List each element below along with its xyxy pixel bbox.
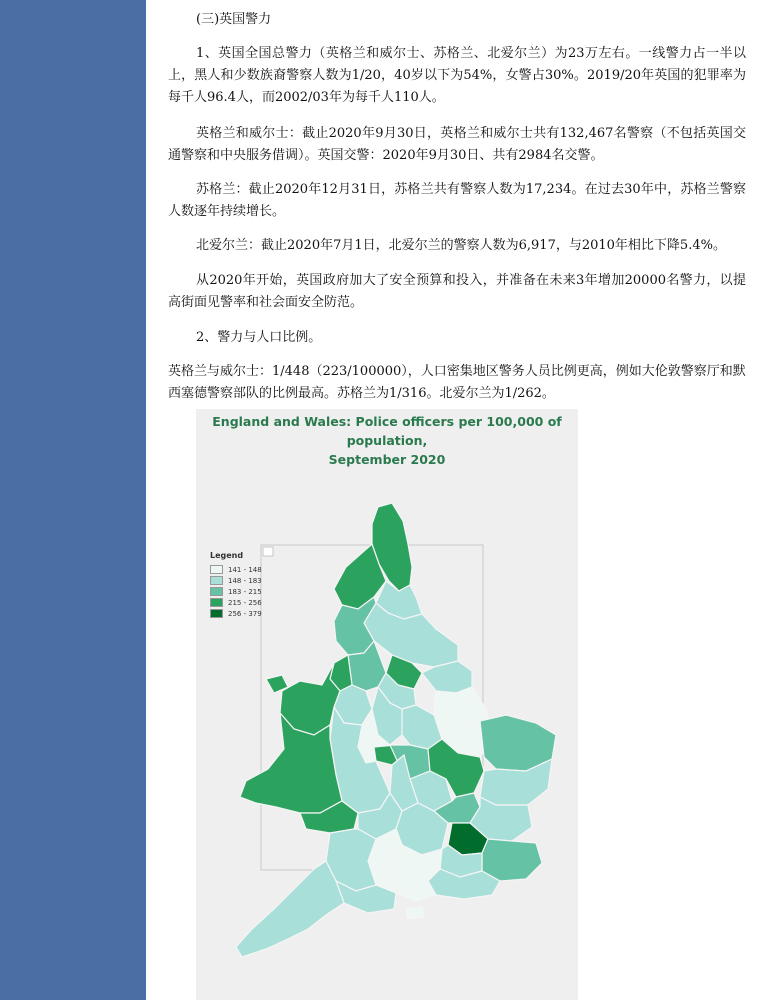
legend-title: Legend — [210, 551, 244, 560]
legend-swatch — [210, 565, 223, 574]
paragraph-total-police: 1、英国全国总警力（英格兰和威尔士、苏格兰、北爱尔兰）为23万左右。一线警力占一半以上，黑人和少数族裔警察人数为1/20，40岁以下为54%，女警占30%。2019/20年英国的犯罪率为每千人96.4人，而2002/03年为每千人110人。 — [168, 46, 746, 105]
legend-item — [210, 608, 264, 619]
figure-title-line-2: September 2020 — [328, 452, 446, 467]
region-dyfed-powys — [240, 713, 342, 813]
legend-item — [210, 575, 264, 586]
legend-label: 183 - 215 — [228, 587, 262, 596]
paragraph-england-wales: 英格兰和威尔士：截止2020年9月30日，英格兰和威尔士共有132,467名警察（不包括英国交通警察和中央服务借调）。英国交警：2020年9月30日、共有2984名交警。 — [168, 126, 746, 163]
region-isle-of-wight — [406, 907, 424, 919]
broken-image-icon — [263, 547, 273, 556]
legend-swatch — [210, 576, 223, 585]
legend-item — [210, 597, 264, 608]
legend-label: 215 - 256 — [228, 598, 262, 607]
paragraph-budget: 从2020年开始，英国政府加大了安全预算和投入，并准备在未来3年增加20000名警力，以提高街面见警率和社会面安全防范。 — [168, 273, 746, 310]
legend-item — [210, 564, 264, 575]
legend-item — [210, 586, 264, 597]
england-wales-choropleth-map — [196, 409, 578, 1000]
legend-swatch — [210, 609, 223, 618]
figure-title-line-1: England and Wales: Police officers per 100,000 of population, — [212, 414, 562, 448]
figure-title — [196, 409, 578, 469]
police-map-figure — [196, 409, 578, 1000]
region-hampshire — [392, 845, 442, 901]
legend-label: 148 - 183 — [228, 576, 262, 585]
left-sidebar-band — [0, 0, 146, 1000]
legend-swatch — [210, 587, 223, 596]
paragraph-northern-ireland: 北爱尔兰：截止2020年7月1日，北爱尔兰的警察人数为6,917，与2010年相比下降5.4%。 — [196, 238, 726, 253]
map-legend — [210, 551, 264, 619]
legend-label: 256 - 379 — [228, 609, 262, 618]
paragraph-ratio: 英格兰与威尔士：1/448（223/100000），人口密集地区警务人员比例更高，例如大伦敦警察厅和默西塞德警察部队的比例最高。苏格兰为1/316。北爱尔兰为1/262。 — [168, 364, 746, 401]
legend-swatch — [210, 598, 223, 607]
region-kent — [482, 839, 542, 881]
section-heading: (三)英国警力 — [196, 12, 272, 27]
paragraph-scotland: 苏格兰：截止2020年12月31日，苏格兰共有警察人数为17,234。在过去30年中，苏格兰警察人数逐年持续增长。 — [168, 182, 746, 219]
region-devon-cornwall — [236, 861, 344, 957]
legend-label: 141 - 148 — [228, 565, 262, 574]
subheading-ratio: 2、警力与人口比例。 — [196, 330, 322, 345]
